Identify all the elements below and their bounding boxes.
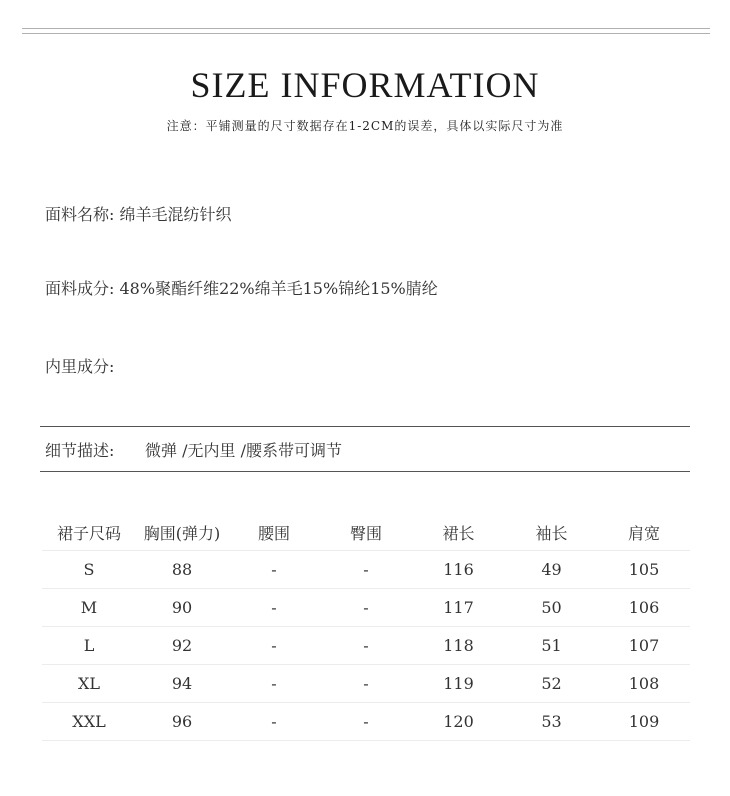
top-rule-1 [22,28,710,29]
details-band [40,426,690,472]
cell-shoulder-width: 106 [598,589,690,627]
cell-skirt-length: 120 [412,703,505,741]
cell-hip: - [320,703,412,741]
table-row [42,627,690,665]
cell-waist: - [228,703,320,741]
cell-hip: - [320,665,412,703]
cell-bust: 94 [136,665,228,703]
table-row [42,703,690,741]
cell-size: M [42,589,136,627]
cell-shoulder-width: 109 [598,703,690,741]
cell-hip: - [320,551,412,589]
details-label: 细节描述: [45,441,115,460]
fabric-name-row [45,202,232,225]
cell-waist: - [228,589,320,627]
details-value: 微弹 /无内里 /腰系带可调节 [145,441,342,460]
cell-skirt-length: 117 [412,589,505,627]
col-header-size: 裙子尺码 [42,514,136,551]
fabric-name-value: 绵羊毛混纺针织 [119,205,232,224]
col-header-waist: 腰围 [228,514,320,551]
cell-bust: 88 [136,551,228,589]
cell-sleeve-length: 53 [505,703,598,741]
lining-composition-label: 内里成分: [45,357,115,376]
top-rule-2 [22,33,710,34]
col-header-skirt-length: 裙长 [412,514,505,551]
size-table [42,514,690,741]
size-table-header-row [42,514,690,551]
cell-bust: 90 [136,589,228,627]
table-row [42,551,690,589]
cell-waist: - [228,665,320,703]
cell-waist: - [228,627,320,665]
fabric-composition-label: 面料成分: [45,279,115,298]
page-title: SIZE INFORMATION [190,65,540,105]
col-header-hip: 臀围 [320,514,412,551]
cell-shoulder-width: 107 [598,627,690,665]
cell-bust: 96 [136,703,228,741]
cell-size: XL [42,665,136,703]
cell-skirt-length: 116 [412,551,505,589]
cell-sleeve-length: 51 [505,627,598,665]
fabric-composition-row [45,276,438,299]
measurement-note: 注意：平铺测量的尺寸数据存在1-2CM的误差，具体以实际尺寸为准 [166,119,564,133]
cell-sleeve-length: 50 [505,589,598,627]
col-header-bust: 胸围(弹力) [136,514,228,551]
cell-size: S [42,551,136,589]
cell-shoulder-width: 108 [598,665,690,703]
table-row [42,589,690,627]
table-row [42,665,690,703]
cell-sleeve-length: 52 [505,665,598,703]
col-header-shoulder-width: 肩宽 [598,514,690,551]
cell-skirt-length: 119 [412,665,505,703]
cell-hip: - [320,627,412,665]
lining-composition-row [45,354,120,377]
cell-size: L [42,627,136,665]
fabric-name-label: 面料名称: [45,205,115,224]
cell-sleeve-length: 49 [505,551,598,589]
fabric-composition-value: 48%聚酯纤维22%绵羊毛15%锦纶15%腈纶 [119,279,438,298]
cell-hip: - [320,589,412,627]
cell-bust: 92 [136,627,228,665]
cell-size: XXL [42,703,136,741]
cell-shoulder-width: 105 [598,551,690,589]
cell-skirt-length: 118 [412,627,505,665]
cell-waist: - [228,551,320,589]
col-header-sleeve-length: 袖长 [505,514,598,551]
